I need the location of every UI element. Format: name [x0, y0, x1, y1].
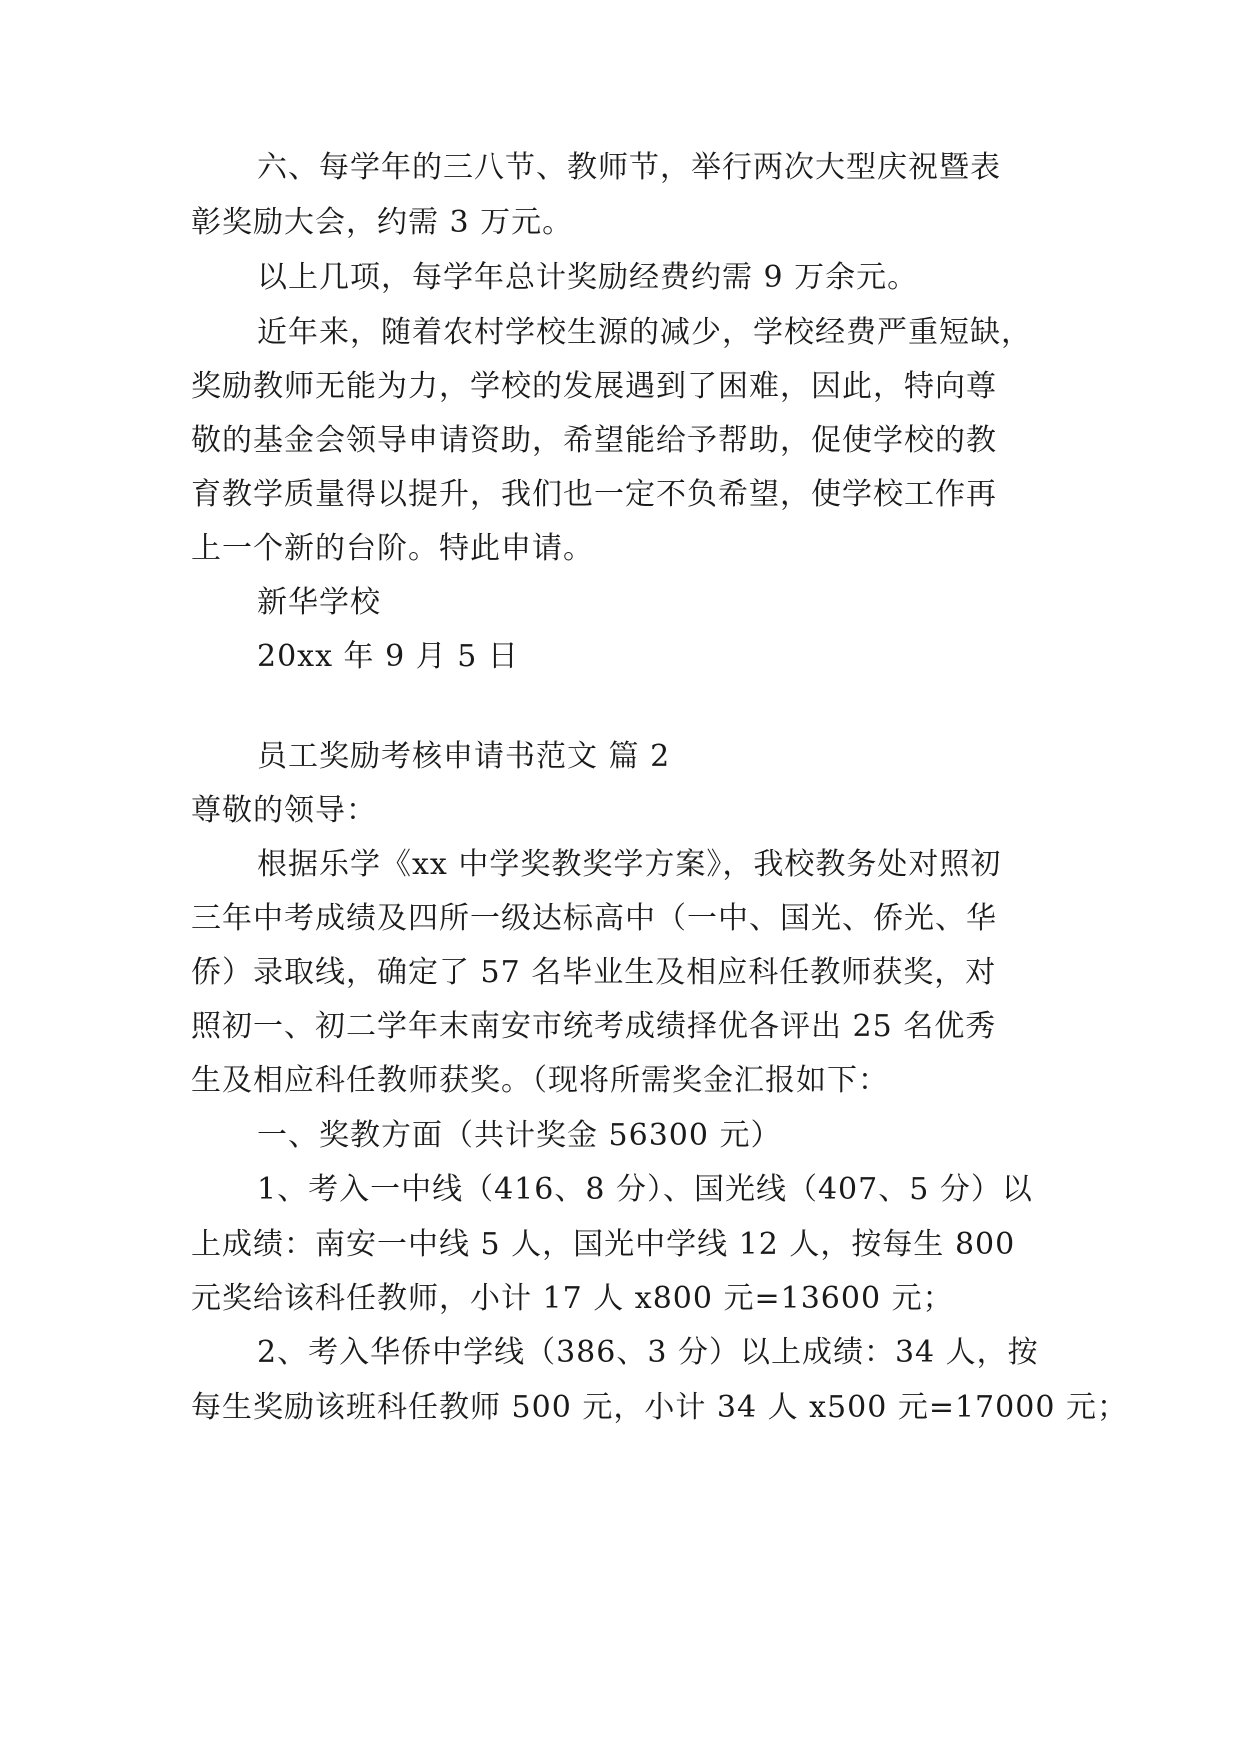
paragraph-line: 上成绩：南安一中线 5 人，国光中学线 12 人，按每生 800	[191, 1227, 1016, 1262]
paragraph-line: 一、奖教方面（共计奖金 56300 元）	[257, 1118, 782, 1153]
paragraph-line: 上一个新的台阶。特此申请。	[191, 531, 594, 566]
signature-date: 20xx 年 9 月 5 日	[257, 639, 519, 674]
paragraph-line: 每生奖励该班科任教师 500 元，小计 34 人 x500 元=17000 元；	[191, 1390, 1128, 1425]
paragraph-line: 1、考入一中线（416、8 分）、国光线（407、5 分）以	[257, 1172, 1033, 1207]
paragraph-line: 根据乐学《xx 中学奖教奖学方案》，我校教务处对照初	[257, 847, 1002, 882]
paragraph-line: 三年中考成绩及四所一级达标高中（一中、国光、侨光、华	[191, 901, 997, 936]
paragraph-line: 育教学质量得以提升，我们也一定不负希望，使学校工作再	[191, 477, 997, 512]
paragraph-line: 彰奖励大会，约需 3 万元。	[191, 205, 574, 240]
section-heading: 员工奖励考核申请书范文 篇 2	[257, 739, 671, 774]
paragraph-line: 以上几项，每学年总计奖励经费约需 9 万余元。	[257, 260, 919, 295]
paragraph-line: 2、考入华侨中学线（386、3 分）以上成绩：34 人，按	[257, 1335, 1039, 1370]
paragraph-line: 照初一、初二学年末南安市统考成绩择优各评出 25 名优秀	[191, 1009, 997, 1044]
signature-name: 新华学校	[257, 585, 381, 620]
paragraph-line: 近年来，随着农村学校生源的减少，学校经费严重短缺，	[257, 315, 1032, 350]
paragraph-line: 元奖给该科任教师，小计 17 人 x800 元=13600 元；	[191, 1281, 954, 1316]
paragraph-line: 敬的基金会领导申请资助，希望能给予帮助，促使学校的教	[191, 423, 997, 458]
paragraph-line: 生及相应科任教师获奖。（现将所需奖金汇报如下：	[191, 1063, 889, 1098]
paragraph-line: 六、每学年的三八节、教师节，举行两次大型庆祝暨表	[257, 150, 1001, 185]
salutation: 尊敬的领导：	[191, 793, 377, 828]
paragraph-line: 侨）录取线，确定了 57 名毕业生及相应科任教师获奖，对	[191, 955, 997, 990]
paragraph-line: 奖励教师无能为力，学校的发展遇到了困难，因此，特向尊	[191, 369, 997, 404]
